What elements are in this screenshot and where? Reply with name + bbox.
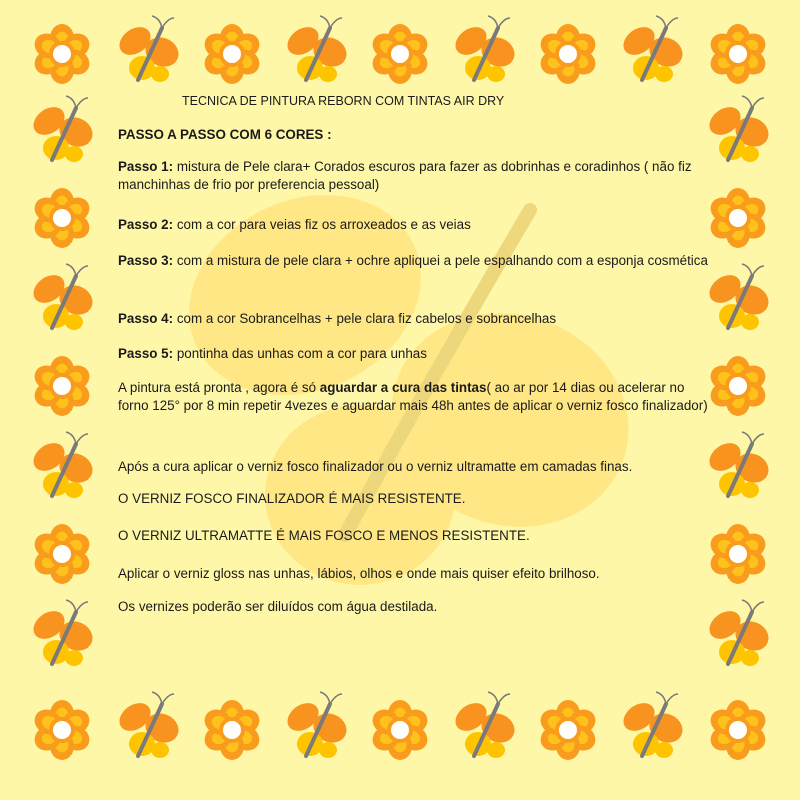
flower-icon xyxy=(536,700,600,760)
step-text: com a cor para veias fiz os arroxeados e as veias xyxy=(173,217,471,232)
butterfly-icon xyxy=(28,432,97,498)
butterfly-icon xyxy=(450,16,519,82)
step-label: Passo 2: xyxy=(118,217,174,232)
step-2 xyxy=(118,216,716,234)
note-3: O VERNIZ ULTRAMATTE É MAIS FOSCO E MENOS RESISTENTE. xyxy=(118,528,530,543)
step-1 xyxy=(118,158,716,194)
flower-icon xyxy=(30,356,94,416)
flower-icon xyxy=(200,24,264,84)
flower-icon xyxy=(368,24,432,84)
note-1: Após a cura aplicar o verniz fosco finalizador ou o verniz ultramatte em camadas finas. xyxy=(118,459,633,474)
flower-icon xyxy=(368,700,432,760)
step-text: mistura de Pele clara+ Corados escuros para fazer as dobrinhas e coradinhos ( não fiz manchinhas de frio por preferencia pessoal) xyxy=(118,159,692,192)
step-4 xyxy=(118,310,716,328)
cure-text-before: A pintura está pronta , agora é só xyxy=(118,380,320,395)
flower-icon xyxy=(30,524,94,584)
flower-icon xyxy=(30,24,94,84)
step-label: Passo 5: xyxy=(118,346,174,361)
cure-text-after: ( ao ar por 14 dias ou acelerar no forno 125° por 8 min repetir 4vezes e aguardar mais 48h antes de aplicar o verniz fosco finalizador) xyxy=(118,380,708,413)
flower-icon xyxy=(200,700,264,760)
step-text: com a mistura de pele clara + ochre apliquei a pele espalhando com a esponja cosmética xyxy=(173,253,708,268)
step-3 xyxy=(118,252,716,270)
butterfly-icon xyxy=(28,96,97,162)
butterfly-icon xyxy=(114,692,183,758)
butterfly-icon xyxy=(282,16,351,82)
cure-emphasis: aguardar a cura das tintas xyxy=(319,380,487,395)
page-title: TECNICA DE PINTURA REBORN COM TINTAS AIR DRY xyxy=(182,94,505,108)
butterfly-icon xyxy=(704,96,773,162)
cure-paragraph xyxy=(118,379,716,415)
flower-icon xyxy=(30,700,94,760)
flower-icon xyxy=(706,24,770,84)
flower-icon xyxy=(30,188,94,248)
butterfly-icon xyxy=(28,600,97,666)
butterfly-icon xyxy=(618,692,687,758)
note-5: Os vernizes poderão ser diluídos com água destilada. xyxy=(118,599,438,614)
flower-icon xyxy=(536,24,600,84)
step-5 xyxy=(118,345,716,363)
step-label: Passo 3: xyxy=(118,253,174,268)
step-text: pontinha das unhas com a cor para unhas xyxy=(173,346,427,361)
step-label: Passo 4: xyxy=(118,311,174,326)
step-text: com a cor Sobrancelhas + pele clara fiz cabelos e sobrancelhas xyxy=(173,311,557,326)
step-label: Passo 1: xyxy=(118,159,174,174)
butterfly-icon xyxy=(114,16,183,82)
butterfly-icon xyxy=(450,692,519,758)
note-2: O VERNIZ FOSCO FINALIZADOR É MAIS RESISTENTE. xyxy=(118,491,466,506)
butterfly-icon xyxy=(28,264,97,330)
note-4: Aplicar o verniz gloss nas unhas, lábios, olhos e onde mais quiser efeito brilhoso. xyxy=(118,566,600,581)
flower-icon xyxy=(706,700,770,760)
butterfly-icon xyxy=(282,692,351,758)
steps-heading: PASSO A PASSO COM 6 CORES : xyxy=(118,127,332,142)
butterfly-icon xyxy=(618,16,687,82)
